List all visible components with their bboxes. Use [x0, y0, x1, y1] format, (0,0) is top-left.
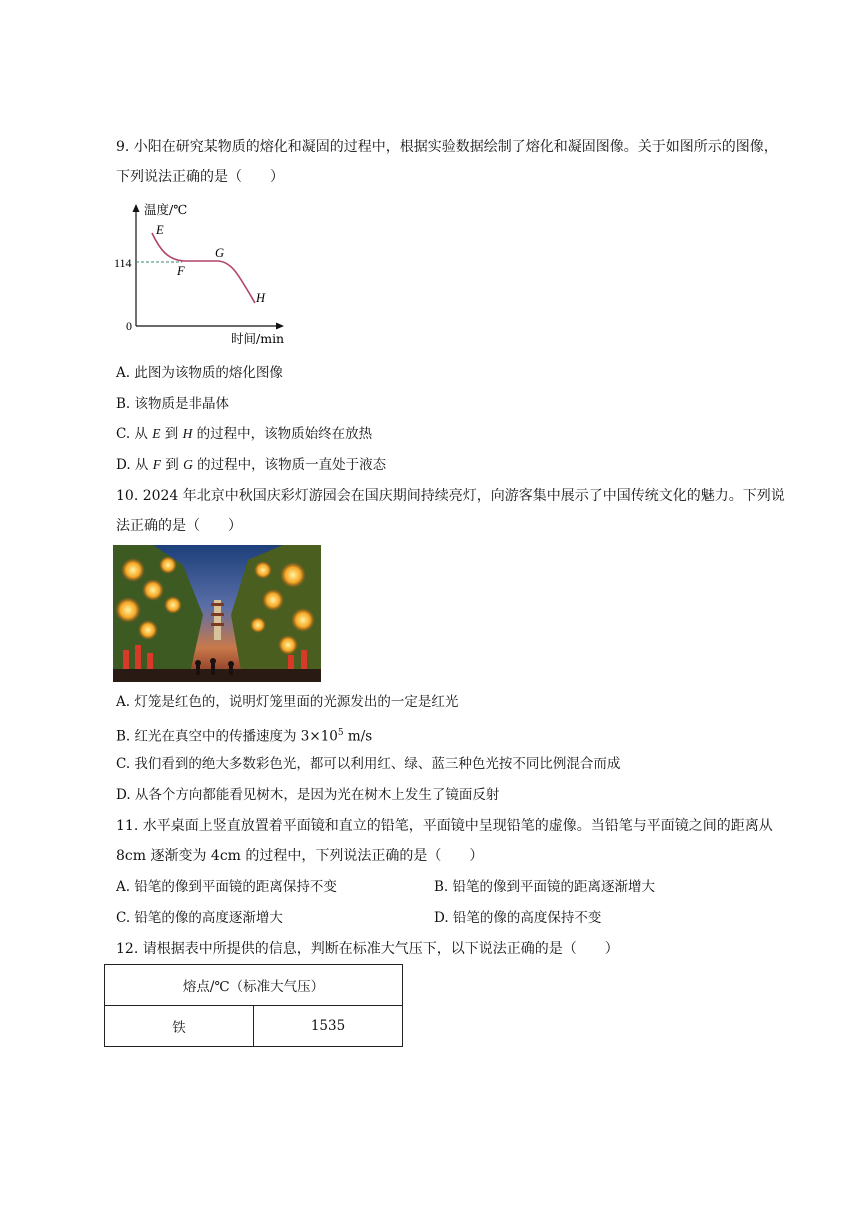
table-row [105, 1006, 403, 1047]
q10-stem-line1: 10. 2024 年北京中秋国庆彩灯游园会在国庆期间持续亮灯，向游客集中展示了中国传统文化的魅力。下列说 [116, 488, 785, 504]
y-axis-arrow [133, 204, 140, 212]
q9-stem-line2: 下列说法正确的是（ ） [116, 169, 284, 185]
origin-label: 0 [126, 319, 132, 333]
q11-option-d: D. 铅笔的像的高度保持不变 [434, 910, 602, 926]
lantern-festival-photo [113, 545, 321, 682]
q11-stem-line1: 11. 水平桌面上竖直放置着平面镜和直立的铅笔，平面镜中呈现铅笔的虚像。当铅笔与平面镜之间的距离从 [116, 818, 773, 834]
x-axis-arrow [276, 323, 284, 330]
point-f-label: F [177, 264, 185, 278]
point-g-label: G [215, 246, 225, 260]
q10-option-c: C. 我们看到的绝大多数彩色光，都可以利用红、绿、蓝三种色光按不同比例混合而成 [116, 756, 621, 772]
x-axis-label: 时间/min [231, 331, 285, 346]
q10-option-a: A. 灯笼是红色的，说明灯笼里面的光源发出的一定是红光 [116, 694, 459, 710]
q9-option-b: B. 该物质是非晶体 [116, 396, 230, 412]
melting-solidification-graph [108, 198, 298, 348]
q10-option-b: B. 红光在真空中的传播速度为 $3\times 10^5$ m/s [116, 728, 373, 745]
table-header-cell: 熔点/℃（标准大气压） [105, 965, 403, 1006]
q9-option-a: A. 此图为该物质的熔化图像 [116, 365, 283, 381]
tick-114-label: 114 [114, 256, 132, 270]
melting-point-table [104, 964, 403, 1047]
q11-option-a: A. 铅笔的像到平面镜的距离保持不变 [116, 879, 337, 895]
table-cell-melting-point: 1535 [254, 1006, 403, 1047]
q9-option-c: C. 从 E 到 H 的过程中，该物质始终在放热 [116, 426, 373, 442]
point-e-label: E [156, 223, 164, 237]
q10-stem-line2: 法正确的是（ ） [116, 518, 242, 534]
temperature-curve [152, 233, 255, 303]
q11-option-b: B. 铅笔的像到平面镜的距离逐渐增大 [434, 879, 656, 895]
q10-option-d: D. 从各个方向都能看见树木，是因为光在树木上发生了镜面反射 [116, 787, 500, 803]
q9-stem-line1: 9. 小阳在研究某物质的熔化和凝固的过程中，根据实验数据绘制了熔化和凝固图像。关于如图所示的图像， [116, 139, 778, 155]
q11-stem-line2: 8cm 逐渐变为 4cm 的过程中，下列说法正确的是（ ） [116, 848, 484, 864]
table-header-row [105, 965, 403, 1006]
y-axis-label: 温度/℃ [144, 202, 188, 217]
table-cell-substance: 铁 [105, 1006, 254, 1047]
q11-option-c: C. 铅笔的像的高度逐渐增大 [116, 910, 283, 926]
q9-option-d: D. 从 F 到 G 的过程中，该物质一直处于液态 [116, 457, 387, 473]
point-h-label: H [256, 291, 266, 305]
q12-stem-line1: 12. 请根据表中所提供的信息，判断在标准大气压下，以下说法正确的是（ ） [116, 941, 619, 957]
